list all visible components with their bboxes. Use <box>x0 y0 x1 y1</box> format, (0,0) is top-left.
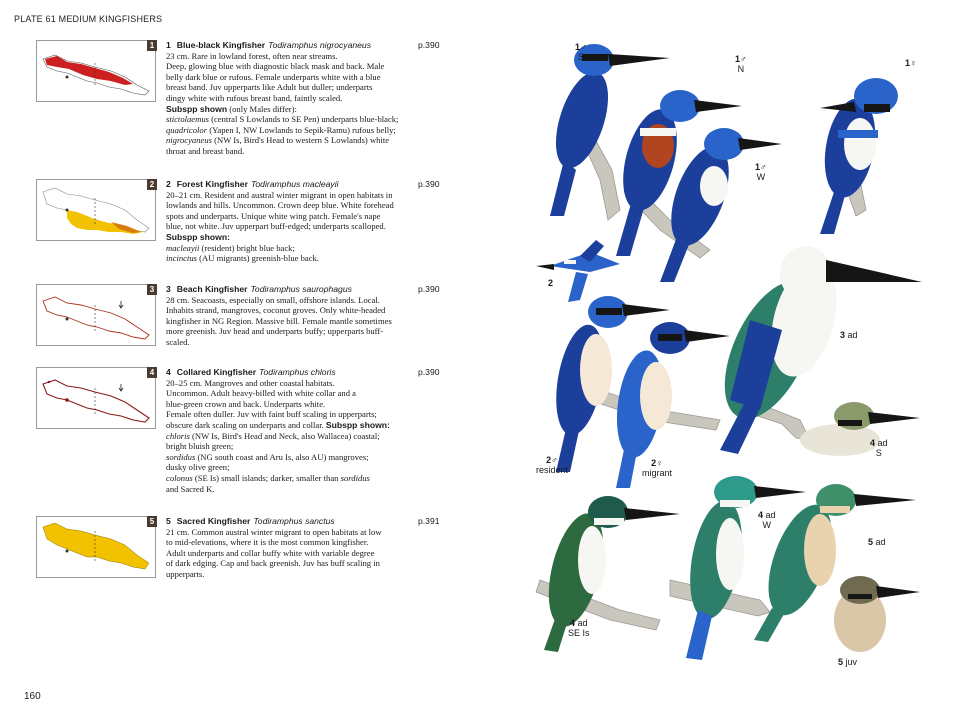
scientific-name: Todiramphus saurophagus <box>250 284 352 294</box>
subspecies-heading-note: (only Males differ): <box>227 103 297 114</box>
bird-label: 2♂ resident <box>536 455 569 475</box>
subspecies-desc: and Sacred K. <box>166 483 215 494</box>
description-line: Inhabits strand, mangroves, coconut groves. Only white-headed <box>166 305 386 316</box>
species-text <box>166 367 428 494</box>
scientific-name: Todiramphus chloris <box>259 367 336 377</box>
subspecies-name: nigrocyaneus <box>166 135 212 146</box>
bird-collared-kingfisher-s <box>800 402 920 456</box>
page-number: 160 <box>24 691 41 702</box>
description-line: lowlands and hills. Uncommon. Crown deep blue. White forehead <box>166 200 394 211</box>
description-line: 21 cm. Common austral winter migrant to open habitats at low <box>166 526 382 537</box>
subspecies-desc: (NG south coast and Aru Is, also AU) mangroves; <box>195 451 369 462</box>
subspecies-name: stictolaemus <box>166 114 209 125</box>
subspecies-heading: Subspp shown: <box>325 419 390 430</box>
page-reference: p.390 <box>418 367 440 377</box>
subspecies-desc: bright bluish green; <box>166 441 234 452</box>
bird-label: 2 <box>548 278 554 288</box>
bird-label: 1♂ N <box>735 54 747 74</box>
subspecies-desc: (SE Is) small islands; darker, smaller than <box>192 472 341 483</box>
bird-label: 5 juv <box>838 657 858 667</box>
bird-label: 5 ad <box>868 537 886 547</box>
map-number: 1 <box>147 40 157 51</box>
page-reference: p.390 <box>418 40 440 50</box>
species-text <box>166 516 428 580</box>
bird-collared-kingfisher-se-is <box>539 496 680 652</box>
description-line: obscure dark scaling on underparts and collar. <box>166 419 326 430</box>
subspecies-heading: Subspp shown: <box>166 231 230 242</box>
range-map <box>36 179 156 241</box>
description-line: upperparts. <box>166 568 205 579</box>
description-line: 20–21 cm. Resident and austral winter migrant in open habitats in <box>166 189 393 200</box>
species-number: 5 <box>166 516 171 526</box>
scientific-name: Todiramphus sanctus <box>253 516 335 526</box>
map-number: 4 <box>147 367 157 378</box>
scientific-name: Todiramphus nigrocyaneus <box>268 40 371 50</box>
bird-label: 4 ad S <box>870 438 888 458</box>
description-line: belly dark blue or rufous. Female underparts white with a blue <box>166 71 381 82</box>
bird-label: 1♀ <box>905 58 917 68</box>
bird-sacred-kingfisher-juvenile <box>834 576 920 652</box>
species-number: 2 <box>166 179 171 189</box>
subspecies-heading: Subspp shown <box>166 103 228 114</box>
description-line: Adult underparts and collar buffy white with variable degree <box>166 547 375 558</box>
subspecies-name: sordidus <box>166 451 196 462</box>
subspecies-name: macleayii <box>166 242 200 253</box>
description-line: blue, not white. Juv upperpart buff-edged; underparts scalloped. <box>166 221 386 232</box>
species-text <box>166 179 428 264</box>
bird-label: 4 ad SE Is <box>568 618 590 638</box>
description-line: spots and underparts. Unique white wing patch. Female's nape <box>166 210 381 221</box>
page-reference: p.390 <box>418 284 440 294</box>
subspecies-desc: (central S Lowlands to SE Pen) underparts blue-black; <box>208 114 399 125</box>
bird-label: 1♂ S <box>575 42 587 62</box>
subspecies-desc: throat and breast band. <box>166 145 245 156</box>
subspecies-desc: (AU migrants) greenish-blue back. <box>197 253 319 264</box>
scientific-name: Todiramphus macleayii <box>250 179 339 189</box>
description-line: scaled. <box>166 336 190 347</box>
bird-label: 3 ad <box>840 330 858 340</box>
species-number: 3 <box>166 284 171 294</box>
bird-beach-kingfisher-adult <box>706 246 922 454</box>
subspecies-desc: (NW Is, Bird's Head to western S Lowlands) white <box>211 135 390 146</box>
subspecies-name: sordidus <box>340 472 370 483</box>
species-text <box>166 284 428 348</box>
species-number: 1 <box>166 40 171 50</box>
description-line: more greenish. Juv head and underparts buffy; upperparts buff- <box>166 326 384 337</box>
plate-header: PLATE 61 MEDIUM KINGFISHERS <box>14 14 163 24</box>
bird-label: 2♀ migrant <box>642 458 673 478</box>
page-reference: p.390 <box>418 179 440 189</box>
bird-label: 4 ad W <box>758 510 776 530</box>
description-line: 28 cm. Seacoasts, especially on small, offshore islands. Local. <box>166 294 380 305</box>
description-line: Female often duller. Juv with faint buff scaling in upperparts; <box>166 409 377 420</box>
map-number: 3 <box>147 284 157 295</box>
page-reference: p.391 <box>418 516 440 526</box>
bird-label: 1♂ W <box>755 162 767 182</box>
map-number: 5 <box>147 516 157 527</box>
subspecies-name: colonus <box>166 472 193 483</box>
subspecies-desc: (resident) bright blue back; <box>199 242 295 253</box>
species-text <box>166 40 428 157</box>
bird-forest-kingfisher-flying <box>536 240 620 302</box>
description-line: blue-green crown and back. Underparts white. <box>166 398 326 409</box>
common-name: Blue-black Kingfisher <box>176 40 266 50</box>
description-line: of dark edging. Cap and back greenish. Juv has buff scaling in <box>166 558 380 569</box>
bird-illustrations <box>520 20 940 680</box>
description-line: Deep, glowing blue with diagnostic black mask and back. Male <box>166 61 385 72</box>
species-number: 4 <box>166 367 171 377</box>
subspecies-name: incinctus <box>166 253 198 264</box>
description-line: 23 cm. Rare in lowland forest, often near streams. <box>166 50 338 61</box>
range-map <box>36 367 156 429</box>
range-map <box>36 284 156 346</box>
description-line: Uncommon. Adult heavy-billed with white collar and a <box>166 388 356 399</box>
subspecies-name: quadricolor <box>166 124 208 135</box>
common-name: Beach Kingfisher <box>176 284 248 294</box>
subspecies-desc: (NW Is, Bird's Head and Neck, also Wallacea) coastal; <box>189 430 380 441</box>
map-number: 2 <box>147 179 157 190</box>
range-map <box>36 516 156 578</box>
common-name: Collared Kingfisher <box>176 367 257 377</box>
bird-blue-black-kingfisher-male-w <box>660 128 782 282</box>
description-line: breast band. Juv upperparts like Adult but duller; underparts <box>166 82 373 93</box>
description-line: kingfisher in NG Region. Massive bill. Female mantle sometimes <box>166 315 392 326</box>
subspecies-desc: (Yapen I, NW Lowlands to Sepik-Ramu) rufous belly; <box>207 124 396 135</box>
description-line: 20–25 cm. Mangroves and other coastal habitats. <box>166 377 335 388</box>
range-map <box>36 40 156 102</box>
common-name: Forest Kingfisher <box>176 179 248 189</box>
description-line: dingy white with rufous breast band, faintly scaled. <box>166 92 343 103</box>
description-line: to mid-elevations, where it is the most common kingfisher. <box>166 537 369 548</box>
subspecies-name: chloris <box>166 430 190 441</box>
subspecies-desc: dusky olive green; <box>166 462 230 473</box>
common-name: Sacred Kingfisher <box>176 516 251 526</box>
